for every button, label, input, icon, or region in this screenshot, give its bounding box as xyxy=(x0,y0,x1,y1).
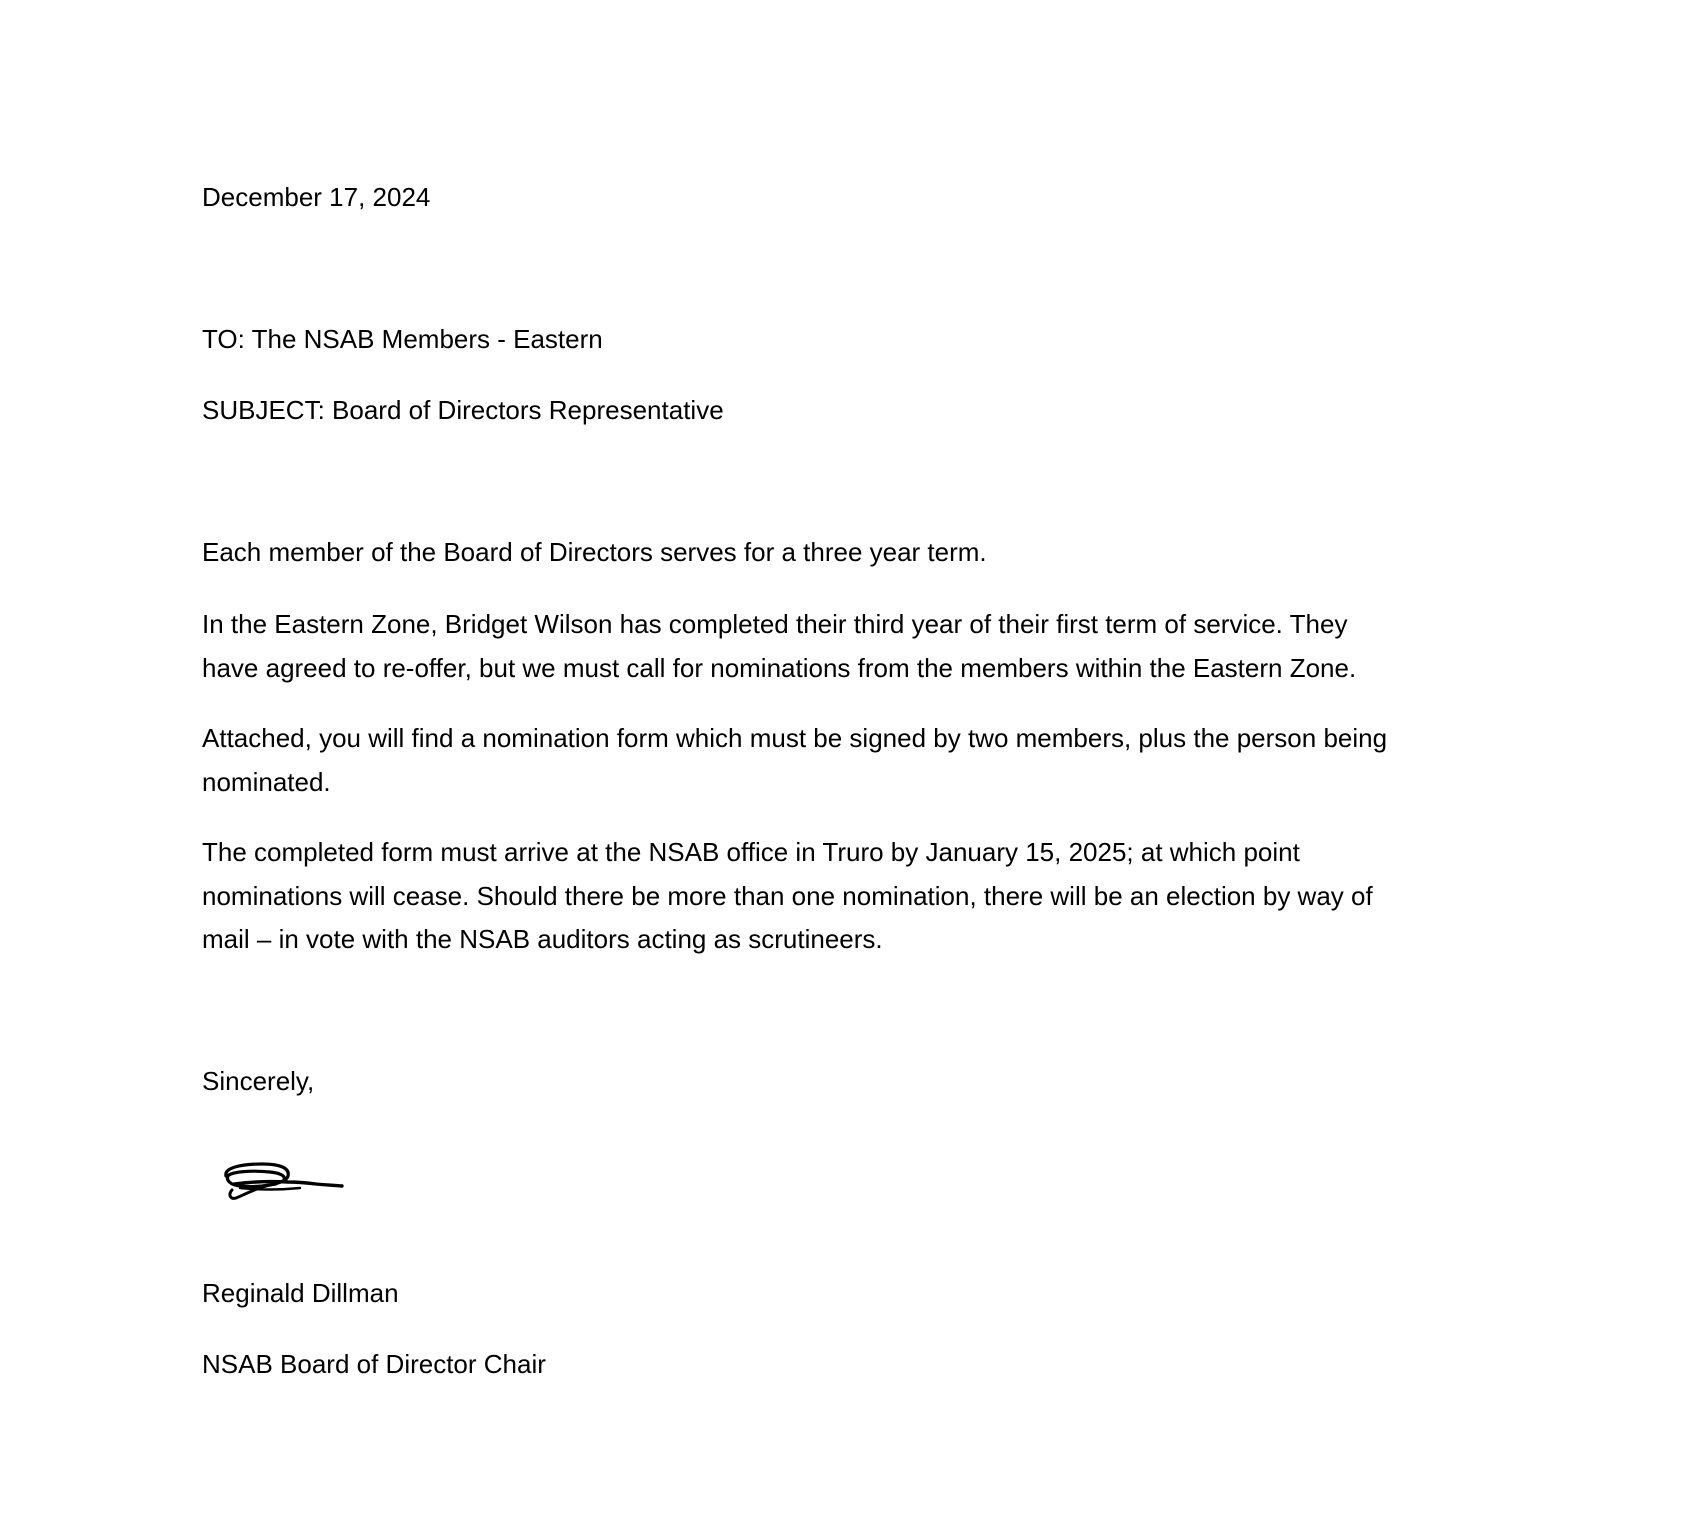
paragraph-line: In the Eastern Zone, Bridget Wilson has completed their third year of their first term of service. They xyxy=(202,609,1348,639)
paragraph-eastern-zone xyxy=(202,603,1532,690)
signatory-title: NSAB Board of Director Chair xyxy=(202,1349,546,1379)
paragraph-deadline xyxy=(202,831,1532,962)
paragraph-term xyxy=(202,531,1532,575)
paragraph-line: Each member of the Board of Directors serves for a three year term. xyxy=(202,537,987,567)
recipient-line: TO: The NSAB Members - Eastern xyxy=(202,324,603,354)
paragraph-line: nominations will cease. Should there be more than one nomination, there will be an election by way of xyxy=(202,880,1373,911)
subject-line: SUBJECT: Board of Directors Representative xyxy=(202,395,724,425)
paragraph-line: nominated. xyxy=(202,766,331,797)
signature-image xyxy=(220,1160,350,1210)
paragraph-line: mail – in vote with the NSAB auditors acting as scrutineers. xyxy=(202,924,883,954)
signatory-name: Reginald Dillman xyxy=(202,1278,399,1308)
paragraph-nomination-form xyxy=(202,717,1532,804)
letter-date: December 17, 2024 xyxy=(202,182,431,212)
paragraph-line: have agreed to re-offer, but we must call for nominations from the members within the Eastern Zone. xyxy=(202,652,1357,683)
paragraph-line: Attached, you will find a nomination form which must be signed by two members, plus the person being xyxy=(202,723,1388,753)
closing: Sincerely, xyxy=(202,1066,315,1096)
paragraph-line: The completed form must arrive at the NSAB office in Truro by January 15, 2025; at which point xyxy=(202,837,1300,867)
